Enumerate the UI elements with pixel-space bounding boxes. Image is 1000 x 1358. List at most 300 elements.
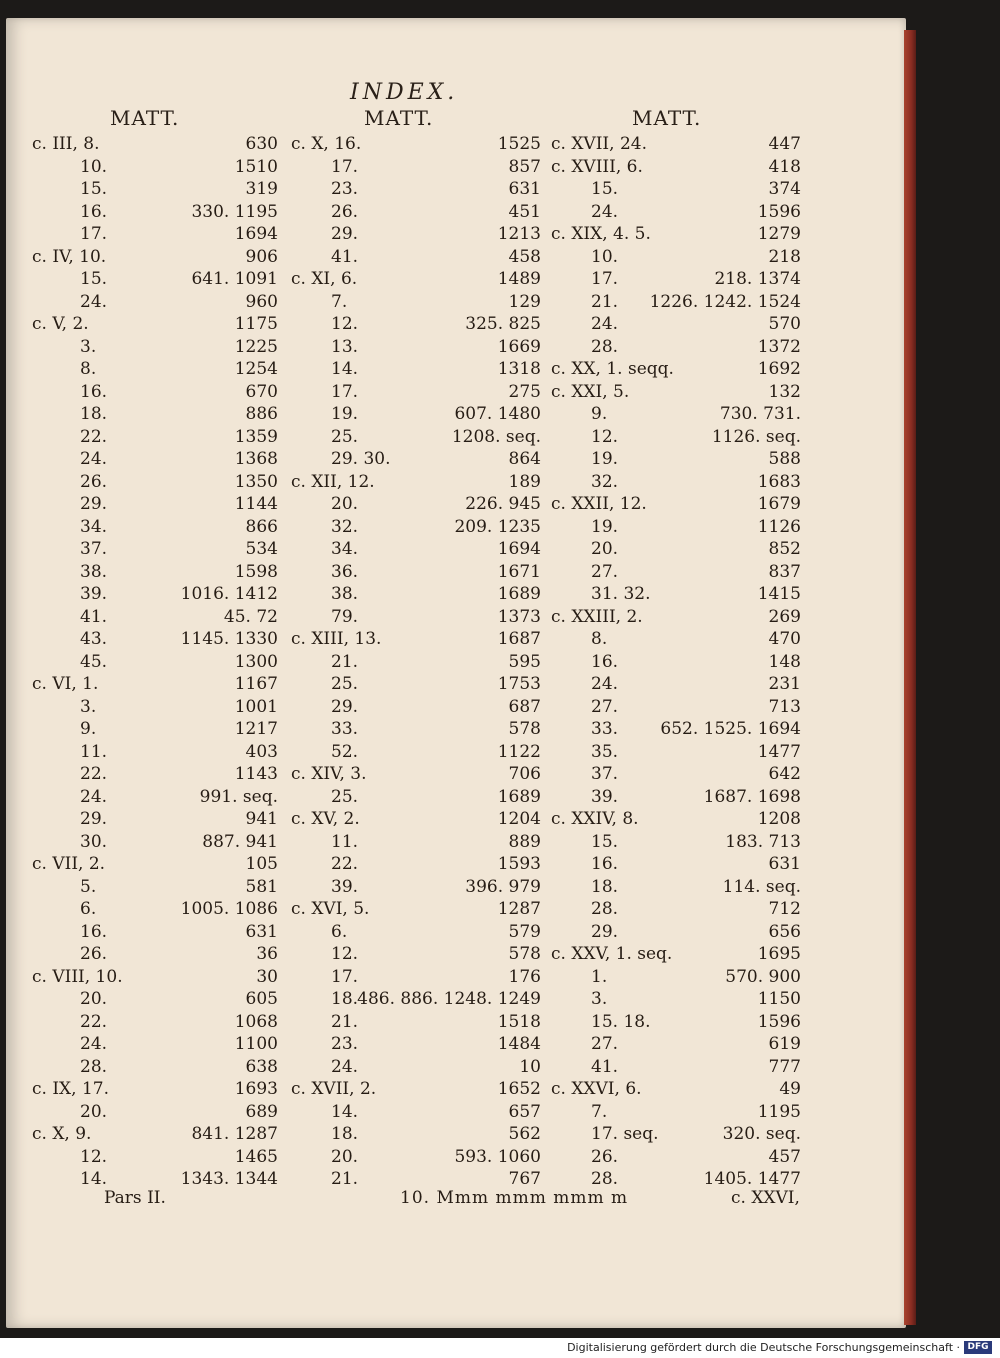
index-entry xyxy=(551,471,801,494)
index-entry xyxy=(291,1033,541,1056)
verse-reference: c. XVIII, 6. xyxy=(551,156,643,177)
page-reference: 132 xyxy=(768,381,801,402)
verse-reference: 8. xyxy=(591,629,608,649)
page-reference: 1167 xyxy=(234,674,278,694)
verse-reference: 22. xyxy=(80,1011,108,1032)
verse-reference: 14. xyxy=(331,359,359,379)
index-entry xyxy=(32,696,278,719)
page-reference: 148 xyxy=(768,651,801,672)
index-entry xyxy=(32,966,278,989)
index-entry xyxy=(32,358,278,381)
verse-reference: 32. xyxy=(591,471,619,492)
index-entry xyxy=(551,741,801,764)
index-entry xyxy=(291,583,541,606)
index-entry xyxy=(32,898,278,921)
verse-reference: 20. xyxy=(331,1146,359,1167)
verse-reference: c. XVII, 24. xyxy=(551,134,647,154)
page-reference: 837 xyxy=(768,561,801,582)
index-entry xyxy=(291,943,541,966)
page-reference: 1489 xyxy=(497,269,541,289)
page-reference: 319 xyxy=(245,179,278,199)
page-reference: 1510 xyxy=(234,156,278,177)
verse-reference: 29. 30. xyxy=(331,449,391,469)
verse-reference: 21. xyxy=(331,1011,359,1032)
page-reference: 652. 1525. 1694 xyxy=(660,719,801,739)
page-reference: 1694 xyxy=(497,539,541,559)
page-reference: 605 xyxy=(245,989,278,1009)
page-reference: 403 xyxy=(245,741,278,762)
verse-reference: 35. xyxy=(591,741,619,762)
index-entry xyxy=(32,1101,278,1124)
page-reference: 595 xyxy=(508,651,541,672)
index-entry xyxy=(551,313,801,336)
page-reference: 1695 xyxy=(757,944,801,964)
verse-reference: 20. xyxy=(331,494,359,514)
index-entry xyxy=(291,1146,541,1169)
verse-reference: 28. xyxy=(591,1169,619,1189)
index-entry xyxy=(551,831,801,854)
page-reference: 1150 xyxy=(757,989,801,1009)
verse-reference: 32. xyxy=(331,516,359,537)
index-entry xyxy=(32,718,278,741)
page-reference: 1204 xyxy=(497,809,541,829)
page-reference: 906 xyxy=(245,246,278,267)
verse-reference: 29. xyxy=(331,696,359,717)
page-reference: 1318 xyxy=(497,359,541,379)
verse-reference: 21. xyxy=(331,651,359,672)
verse-reference: 18. xyxy=(591,876,619,897)
index-entry xyxy=(551,628,801,651)
index-entry xyxy=(551,493,801,516)
page-reference: 1669 xyxy=(497,336,541,357)
page-reference: 447 xyxy=(768,134,801,154)
index-entry xyxy=(551,381,801,404)
index-entry xyxy=(32,133,278,156)
index-entry xyxy=(32,1123,278,1146)
index-entry xyxy=(291,178,541,201)
dfg-credit-bar xyxy=(0,1338,1000,1358)
page-reference: 1405. 1477 xyxy=(703,1169,801,1189)
index-entry xyxy=(551,786,801,809)
page-reference: 1254 xyxy=(234,359,278,379)
verse-reference: 29. xyxy=(331,224,359,244)
page-reference: 588 xyxy=(768,449,801,469)
index-entry xyxy=(291,1078,541,1101)
page-reference: 374 xyxy=(768,179,801,199)
page-reference: 45. 72 xyxy=(223,606,278,627)
verse-reference: 7. xyxy=(331,291,348,312)
index-entry xyxy=(291,561,541,584)
verse-reference: 19. xyxy=(591,449,619,469)
index-entry xyxy=(32,448,278,471)
page-reference: 470 xyxy=(768,629,801,649)
index-entry xyxy=(551,898,801,921)
verse-reference: 12. xyxy=(80,1146,108,1167)
verse-reference: 25. xyxy=(331,426,359,447)
verse-reference: c. XIV, 3. xyxy=(291,764,367,784)
index-entry xyxy=(291,831,541,854)
index-entry xyxy=(32,1056,278,1079)
index-entry xyxy=(291,1056,541,1079)
index-entry xyxy=(32,763,278,786)
verse-reference: 16. xyxy=(80,201,108,222)
verse-reference: 37. xyxy=(80,539,108,559)
page-reference: 231 xyxy=(768,674,801,694)
index-entry xyxy=(32,178,278,201)
index-entry xyxy=(32,1078,278,1101)
index-entry xyxy=(32,628,278,651)
page-reference: 570 xyxy=(768,314,801,334)
index-entry xyxy=(551,921,801,944)
index-entry xyxy=(32,561,278,584)
index-entry xyxy=(551,696,801,719)
verse-reference: 31. 32. xyxy=(591,584,651,604)
index-entry xyxy=(32,493,278,516)
page-reference: 631 xyxy=(245,921,278,942)
page-reference: 642 xyxy=(768,764,801,784)
page-reference: 1175 xyxy=(234,314,278,334)
verse-reference: 21. xyxy=(331,1169,359,1189)
index-entry xyxy=(551,1033,801,1056)
index-entry xyxy=(291,538,541,561)
index-entry xyxy=(551,201,801,224)
page-reference: 30 xyxy=(256,966,278,987)
verse-reference: 36. xyxy=(331,561,359,582)
verse-reference: 26. xyxy=(331,201,359,222)
page-reference: 1343. 1344 xyxy=(180,1169,278,1189)
index-entry xyxy=(32,988,278,1011)
page-reference: 1689 xyxy=(497,786,541,807)
page-reference: 176 xyxy=(508,966,541,987)
index-entry xyxy=(291,133,541,156)
verse-reference: 21. xyxy=(591,291,619,312)
verse-reference: 15. xyxy=(80,269,108,289)
verse-reference: 15. xyxy=(80,179,108,199)
verse-reference: 22. xyxy=(331,854,359,874)
verse-reference: 12. xyxy=(331,944,359,964)
verse-reference: 24. xyxy=(80,449,108,469)
verse-reference: 17. xyxy=(331,966,359,987)
verse-reference: 15. 18. xyxy=(591,1011,651,1032)
page-reference: 689 xyxy=(245,1101,278,1122)
verse-reference: c. XIII, 13. xyxy=(291,629,382,649)
index-entry xyxy=(291,156,541,179)
index-entry xyxy=(291,966,541,989)
verse-reference: 29. xyxy=(80,809,108,829)
verse-reference: 26. xyxy=(591,1146,619,1167)
page-reference: 1415 xyxy=(757,584,801,604)
page-reference: 275 xyxy=(508,381,541,402)
verse-reference: c. XXII, 12. xyxy=(551,494,647,514)
page-reference: 579 xyxy=(508,921,541,942)
page-reference: 864 xyxy=(508,449,541,469)
verse-reference: 11. xyxy=(80,741,108,762)
page-reference: 105 xyxy=(245,854,278,874)
verse-reference: 17. xyxy=(331,381,359,402)
page-reference: 1208. seq. xyxy=(451,426,541,447)
page-reference: 1687. 1698 xyxy=(703,786,801,807)
index-entry xyxy=(32,741,278,764)
page-reference: 562 xyxy=(508,1124,541,1144)
verse-reference: 18. xyxy=(331,1124,359,1144)
verse-reference: c. XXIII, 2. xyxy=(551,606,643,627)
verse-reference: 14. xyxy=(80,1169,108,1189)
page-reference: 183. 713 xyxy=(725,831,801,852)
column-head-2: MATT. xyxy=(364,106,434,130)
verse-reference: 24. xyxy=(80,1034,108,1054)
verse-reference: 15. xyxy=(591,179,619,199)
page-reference: 656 xyxy=(768,921,801,942)
page-reference: 767 xyxy=(508,1169,541,1189)
index-entry xyxy=(551,606,801,629)
verse-reference: 18. xyxy=(331,989,359,1009)
verse-reference: 20. xyxy=(80,1101,108,1122)
index-entry xyxy=(551,178,801,201)
page-reference: 418 xyxy=(768,156,801,177)
index-entry xyxy=(291,201,541,224)
verse-reference: 17. xyxy=(591,269,619,289)
index-entry xyxy=(291,673,541,696)
footer-signature: 10. Mmm mmm mmm m xyxy=(400,1188,629,1208)
verse-reference: 5. xyxy=(80,876,97,897)
verse-reference: c. VII, 2. xyxy=(32,854,106,874)
verse-reference: 3. xyxy=(80,696,97,717)
index-entry xyxy=(32,1033,278,1056)
page-reference: 1598 xyxy=(234,561,278,582)
verse-reference: c. XVI, 5. xyxy=(291,899,370,919)
verse-reference: c. XXV, 1. seq. xyxy=(551,944,673,964)
verse-reference: 33. xyxy=(591,719,619,739)
verse-reference: 39. xyxy=(331,876,359,897)
verse-reference: 1. xyxy=(591,966,608,987)
index-entry xyxy=(291,988,541,1011)
verse-reference: 20. xyxy=(591,539,619,559)
page-reference: 114. seq. xyxy=(722,876,801,897)
verse-reference: 14. xyxy=(331,1101,359,1122)
page-reference: 1225 xyxy=(234,336,278,357)
index-entry xyxy=(291,448,541,471)
page-reference: 593. 1060 xyxy=(454,1146,541,1167)
verse-reference: 34. xyxy=(331,539,359,559)
page-reference: 10 xyxy=(519,1056,541,1077)
index-entry xyxy=(32,673,278,696)
verse-reference: 27. xyxy=(591,1034,619,1054)
page-reference: 1143 xyxy=(234,764,278,784)
verse-reference: 12. xyxy=(591,426,619,447)
verse-reference: 23. xyxy=(331,179,359,199)
index-entry xyxy=(291,763,541,786)
verse-reference: 24. xyxy=(591,314,619,334)
index-entry xyxy=(551,133,801,156)
page-reference: 1122 xyxy=(497,741,541,762)
page-reference: 1484 xyxy=(497,1034,541,1054)
page-reference: 1144 xyxy=(234,494,278,514)
verse-reference: c. XI, 6. xyxy=(291,269,358,289)
index-entry xyxy=(291,313,541,336)
page-reference: 578 xyxy=(508,944,541,964)
page-reference: 730. 731. xyxy=(719,404,801,424)
verse-reference: c. VI, 1. xyxy=(32,674,99,694)
verse-reference: c. III, 8. xyxy=(32,134,100,154)
verse-reference: 79. xyxy=(331,606,359,627)
index-entry xyxy=(551,943,801,966)
page-reference: 866 xyxy=(245,516,278,537)
page-reference: 1350 xyxy=(234,471,278,492)
index-entry xyxy=(551,1011,801,1034)
page-reference: 960 xyxy=(245,291,278,312)
index-column-3 xyxy=(551,133,801,1193)
verse-reference: 39. xyxy=(591,786,619,807)
index-entry xyxy=(551,1146,801,1169)
index-entry xyxy=(551,853,801,876)
index-entry xyxy=(551,763,801,786)
index-entry xyxy=(32,426,278,449)
page-reference: 712 xyxy=(768,899,801,919)
verse-reference: 33. xyxy=(331,719,359,739)
index-entry xyxy=(291,741,541,764)
page-reference: 852 xyxy=(768,539,801,559)
index-entry xyxy=(291,471,541,494)
page-reference: 1145. 1330 xyxy=(180,629,278,649)
index-entry xyxy=(291,493,541,516)
index-entry xyxy=(291,628,541,651)
verse-reference: 41. xyxy=(80,606,108,627)
page-reference: 1372 xyxy=(757,336,801,357)
index-entry xyxy=(32,876,278,899)
verse-reference: 29. xyxy=(591,921,619,942)
page-reference: 129 xyxy=(508,291,541,312)
footer-catchword: c. XXVI, xyxy=(731,1188,800,1208)
index-entry xyxy=(291,651,541,674)
index-entry xyxy=(551,1056,801,1079)
page-reference: 713 xyxy=(768,696,801,717)
page-reference: 1652 xyxy=(497,1079,541,1099)
verse-reference: 43. xyxy=(80,629,108,649)
page-reference: 320. seq. xyxy=(722,1124,801,1144)
page-reference: 1465 xyxy=(234,1146,278,1167)
index-entry xyxy=(32,583,278,606)
page-reference: 1753 xyxy=(497,674,541,694)
verse-reference: 9. xyxy=(80,719,97,739)
verse-reference: 28. xyxy=(80,1056,108,1077)
book-edge xyxy=(904,30,916,1325)
page-reference: 857 xyxy=(508,156,541,177)
index-entry xyxy=(32,808,278,831)
index-entry xyxy=(32,538,278,561)
verse-reference: 16. xyxy=(591,854,619,874)
index-entry xyxy=(291,291,541,314)
index-entry xyxy=(32,223,278,246)
verse-reference: 16. xyxy=(80,921,108,942)
page-reference: 49 xyxy=(779,1079,801,1099)
page-reference: 581 xyxy=(245,876,278,897)
verse-reference: 10. xyxy=(591,246,619,267)
page-reference: 1683 xyxy=(757,471,801,492)
index-entry xyxy=(32,336,278,359)
page-reference: 458 xyxy=(508,246,541,267)
index-entry xyxy=(32,606,278,629)
index-entry xyxy=(551,246,801,269)
index-entry xyxy=(551,156,801,179)
index-entry xyxy=(32,831,278,854)
page-reference: 1694 xyxy=(234,224,278,244)
index-entry xyxy=(32,786,278,809)
verse-reference: c. XVII, 2. xyxy=(291,1079,377,1099)
page-reference: 209. 1235 xyxy=(454,516,541,537)
dfg-credit-text: Digitalisierung gefördert durch die Deutsche Forschungsgemeinschaft · xyxy=(567,1341,960,1354)
verse-reference: c. XXI, 5. xyxy=(551,381,630,402)
page-reference: 706 xyxy=(508,764,541,784)
verse-reference: 18. xyxy=(80,404,108,424)
verse-reference: 29. xyxy=(80,494,108,514)
verse-reference: 19. xyxy=(591,516,619,537)
index-entry xyxy=(291,246,541,269)
verse-reference: 41. xyxy=(331,246,359,267)
page-reference: 1671 xyxy=(497,561,541,582)
verse-reference: 26. xyxy=(80,944,108,964)
verse-reference: 12. xyxy=(331,314,359,334)
verse-reference: 28. xyxy=(591,336,619,357)
index-entry xyxy=(291,1011,541,1034)
verse-reference: c. VIII, 10. xyxy=(32,966,123,987)
verse-reference: c. IV, 10. xyxy=(32,246,107,267)
index-entry xyxy=(291,786,541,809)
footer-pars: Pars II. xyxy=(104,1188,166,1208)
page-reference: 1213 xyxy=(497,224,541,244)
verse-reference: 26. xyxy=(80,471,108,492)
index-entry xyxy=(551,583,801,606)
verse-reference: c. X, 9. xyxy=(32,1124,92,1144)
index-entry xyxy=(32,471,278,494)
index-entry xyxy=(291,223,541,246)
page-reference: 991. seq. xyxy=(199,786,278,807)
index-column-1 xyxy=(32,133,278,1193)
page-reference: 1525 xyxy=(497,134,541,154)
verse-reference: 38. xyxy=(80,561,108,582)
page-reference: 330. 1195 xyxy=(191,201,278,222)
index-entry xyxy=(291,921,541,944)
page-reference: 1208 xyxy=(757,809,801,829)
index-entry xyxy=(291,1101,541,1124)
verse-reference: 6. xyxy=(331,921,348,942)
page-reference: 570. 900 xyxy=(725,966,801,987)
page-reference: 1596 xyxy=(757,1011,801,1032)
verse-reference: 23. xyxy=(331,1034,359,1054)
index-entry xyxy=(32,651,278,674)
page-reference: 457 xyxy=(768,1146,801,1167)
page-reference: 578 xyxy=(508,719,541,739)
index-entry xyxy=(551,1123,801,1146)
index-entry xyxy=(32,943,278,966)
index-entry xyxy=(32,1146,278,1169)
verse-reference: 17. seq. xyxy=(591,1124,659,1144)
verse-reference: 24. xyxy=(80,786,108,807)
column-head-3: MATT. xyxy=(632,106,702,130)
index-entry xyxy=(291,898,541,921)
index-entry xyxy=(551,1078,801,1101)
verse-reference: 27. xyxy=(591,696,619,717)
index-entry xyxy=(551,651,801,674)
page-reference: 1005. 1086 xyxy=(180,899,278,919)
index-entry xyxy=(551,673,801,696)
index-entry xyxy=(32,381,278,404)
index-entry xyxy=(291,876,541,899)
verse-reference: 8. xyxy=(80,359,97,379)
page-reference: 889 xyxy=(508,831,541,852)
verse-reference: c. X, 16. xyxy=(291,134,362,154)
verse-reference: 17. xyxy=(80,224,108,244)
page-reference: 1226. 1242. 1524 xyxy=(649,291,801,312)
